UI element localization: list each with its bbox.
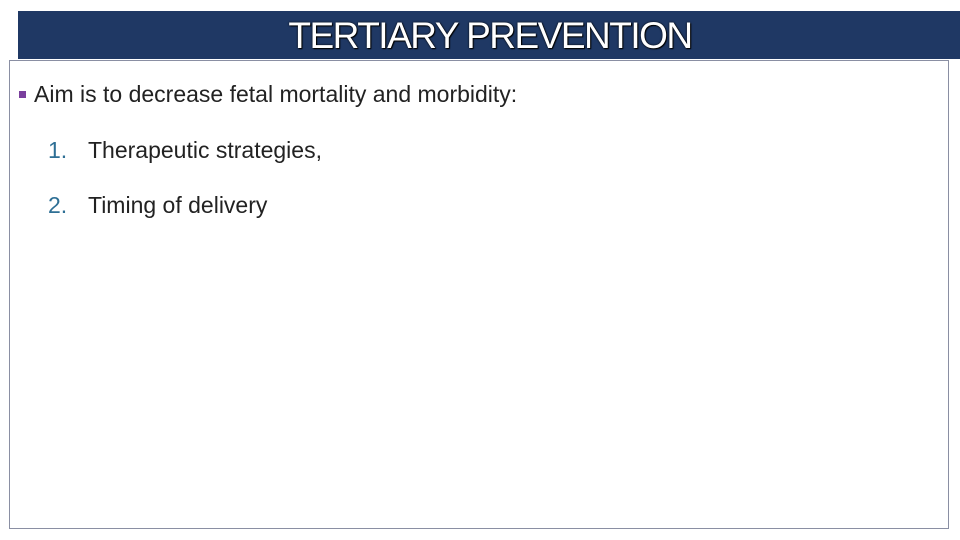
- content-box: [9, 60, 949, 529]
- list-item-1: [48, 134, 322, 166]
- list-text: Timing of delivery: [88, 192, 268, 218]
- bullet-item: [19, 78, 517, 110]
- slide-title: TERTIARY PREVENTION: [288, 15, 692, 56]
- square-bullet-icon: [19, 91, 26, 98]
- list-number: 1.: [48, 137, 68, 163]
- bullet-text: Aim is to decrease fetal mortality and morbidity:: [34, 81, 518, 107]
- list-text: Therapeutic strategies,: [88, 137, 322, 163]
- list-number: 2.: [48, 192, 68, 218]
- list-item-2: [48, 189, 267, 221]
